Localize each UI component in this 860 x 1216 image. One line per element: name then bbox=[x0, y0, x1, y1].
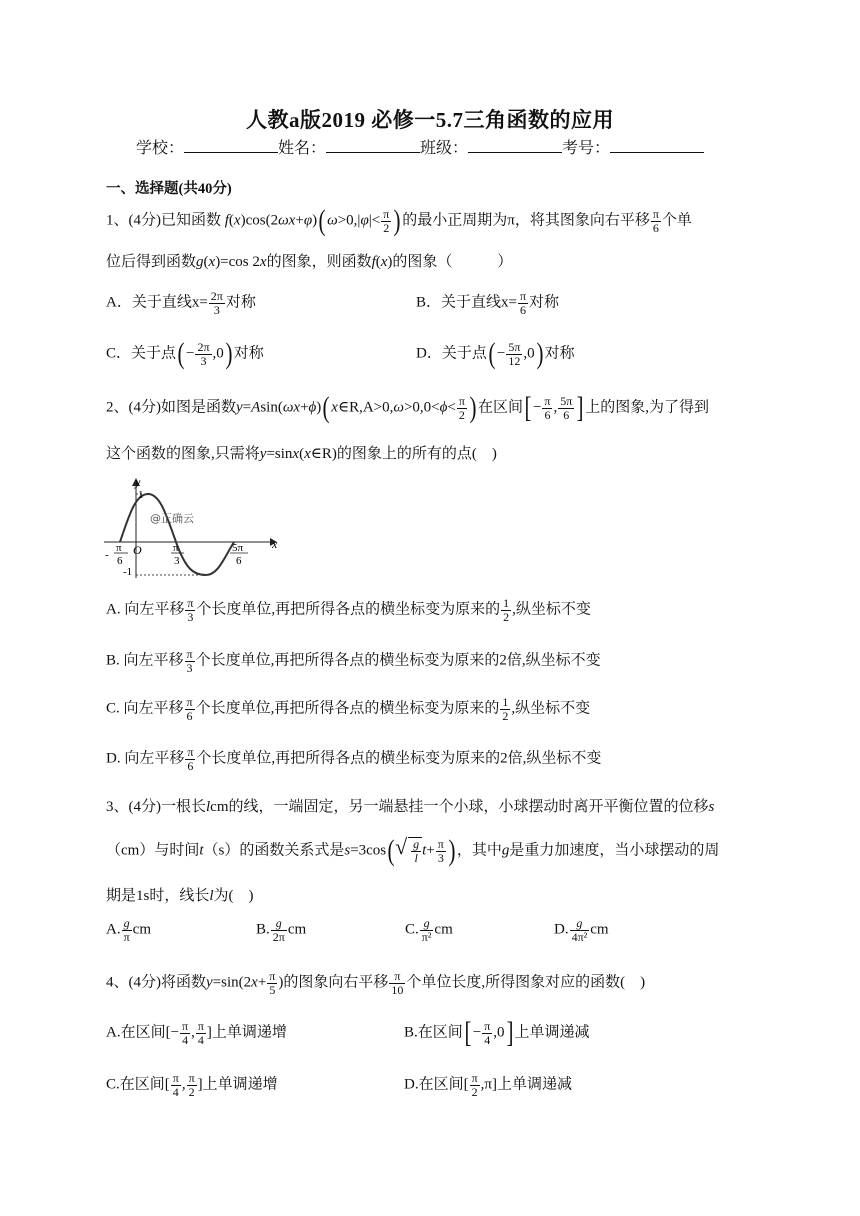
section-heading: 一、选择题(共40分) bbox=[106, 181, 232, 197]
q1-option-b[interactable]: B．关于直线x= $\frac{\pi}{6}$ 对称 bbox=[416, 289, 560, 317]
q2-option-b[interactable]: B. 向左平移 $\frac{\pi}{3}$ 个长度单位,再把所得各点的横坐标变为原来的2倍,纵坐标不变 bbox=[106, 647, 601, 675]
q2-option-a[interactable]: A. 向左平移 $\frac{\pi}{3}$ 个长度单位,再把所得各点的横坐标变为原来的 $\frac{1}{2}$ ,纵坐标不变 bbox=[106, 596, 591, 624]
question-2-line-1: 2、(4分)如图是函数y=Asin(ωx+ϕ)( x∈R,A>0,ω>0,0<ϕ< $\frac{\pi}{2}$ ) 在区间[ − $\frac{\pi}{6}$ , $\frac{5\pi}{6}$ ] 上的图象,为了得到 bbox=[106, 391, 710, 424]
name-blank[interactable] bbox=[326, 138, 420, 153]
x2-tick-num: 5π bbox=[232, 542, 244, 554]
class-blank[interactable] bbox=[468, 138, 562, 153]
page-title: 人教a版2019 必修一5.7三角函数的应用 bbox=[246, 108, 614, 132]
q3-option-b[interactable]: B. $\frac{g}{2\pi}$ cm bbox=[256, 916, 307, 944]
x2-tick-den: 6 bbox=[236, 555, 242, 567]
student-info-line bbox=[136, 135, 704, 158]
school-blank[interactable] bbox=[184, 138, 278, 153]
q2-option-d[interactable]: D. 向左平移 $\frac{\pi}{6}$ 个长度单位,再把所得各点的横坐标变为原来的2倍,纵坐标不变 bbox=[106, 745, 602, 773]
question-4-line-1: 4、(4分)将函数y=sin(2x+ $\frac{\pi}{5}$ )的图象向右平移 $\frac{\pi}{10}$ 个单位长度,所得图象对应的函数( ) bbox=[106, 969, 646, 997]
x1-tick-num: π bbox=[173, 542, 179, 554]
y-axis-label: y bbox=[135, 478, 141, 489]
q3-option-c[interactable]: C. $\frac{g}{\text{π²}}$ cm bbox=[405, 916, 453, 944]
q2-option-c[interactable]: C. 向左平移 $\frac{\pi}{6}$ 个长度单位,再把所得各点的横坐标变为原来的 $\frac{1}{2}$ ,纵坐标不变 bbox=[106, 695, 591, 723]
y-min-label: -1 bbox=[123, 566, 133, 578]
name-label: 姓名： bbox=[278, 140, 327, 157]
x1-tick-den: 3 bbox=[174, 555, 180, 567]
school-label: 学校： bbox=[136, 140, 185, 157]
neg-minus: - bbox=[105, 549, 109, 561]
question-1-number: 1、(4分)已知函数 bbox=[106, 212, 221, 229]
x-neg-tick-num: π bbox=[116, 542, 122, 554]
y-max-label: 1 bbox=[138, 489, 144, 501]
q4-option-d[interactable]: D.在区间[ $\frac{\pi}{2}$ ,π]上单调递减 bbox=[404, 1071, 572, 1099]
watermark-text: @正确云 bbox=[150, 512, 194, 525]
q3-option-a[interactable]: A. $\frac{g}{\pi}$ cm bbox=[106, 916, 151, 944]
q4-option-c[interactable]: C.在区间[ $\frac{\pi}{4}$ , $\frac{\pi}{2}$ ]上单调递增 bbox=[106, 1071, 278, 1099]
exam-no-blank[interactable] bbox=[610, 138, 704, 153]
q3-option-d[interactable]: D. $\frac{g}{\text{4π²}}$ cm bbox=[554, 916, 609, 944]
q4-option-a[interactable]: A.在区间[− $\frac{\pi}{4}$ , $\frac{\pi}{4}$ ]上单调递增 bbox=[106, 1019, 287, 1047]
exam-no-label: 考号： bbox=[562, 140, 611, 157]
q4-option-b[interactable]: B.在区间[ − $\frac{\pi}{4}$ ,0] 上单调递减 bbox=[404, 1016, 590, 1049]
question-3-line-3: 期是1s时，线长l为( ) bbox=[106, 888, 254, 904]
q1-option-a[interactable]: A．关于直线x= $\frac{2\pi}{3}$ 对称 bbox=[106, 289, 256, 317]
origin-label: O bbox=[133, 543, 142, 557]
question-1-line-2: 位后得到函数g(x)=cos 2x的图象，则函数f(x)的图象（ ） bbox=[106, 254, 513, 270]
question-3-line-1: 3、(4分)一根长lcm的线，一端固定，另一端悬挂一个小球，小球摆动时离开平衡位置的位移s bbox=[106, 799, 715, 815]
question-3-line-2: （cm）与时间t（s）的函数关系式是s=3cos( √ $\frac{g}{l}$ t+ $\frac{\pi}{3}$ ) ，其中g是重力加速度，当小球摆动的周 bbox=[106, 836, 719, 866]
question-2-line-2: 这个函数的图象,只需将y=sinx(x∈R)的图象上的所有的点( ) bbox=[106, 446, 497, 462]
x-axis-label: x bbox=[272, 537, 278, 551]
q1-option-d[interactable]: D．关于点( − $\frac{5\pi}{12}$ ,0) 对称 bbox=[416, 337, 575, 370]
x-neg-tick-den: 6 bbox=[117, 555, 123, 567]
q1-option-c[interactable]: C．关于点( − $\frac{2\pi}{3}$ ,0) 对称 bbox=[106, 337, 264, 370]
sine-graph-figure bbox=[104, 478, 284, 582]
class-label: 班级： bbox=[420, 140, 469, 157]
question-1-line-1: 1、(4分)已知函数 f(x)cos(2ωx+φ)( ω>0,|φ|< $\frac{\pi}{2}$ ) 的最小正周期为π，将其图象向右平移 $\frac{\pi}{6}$ 个单 bbox=[106, 204, 692, 237]
